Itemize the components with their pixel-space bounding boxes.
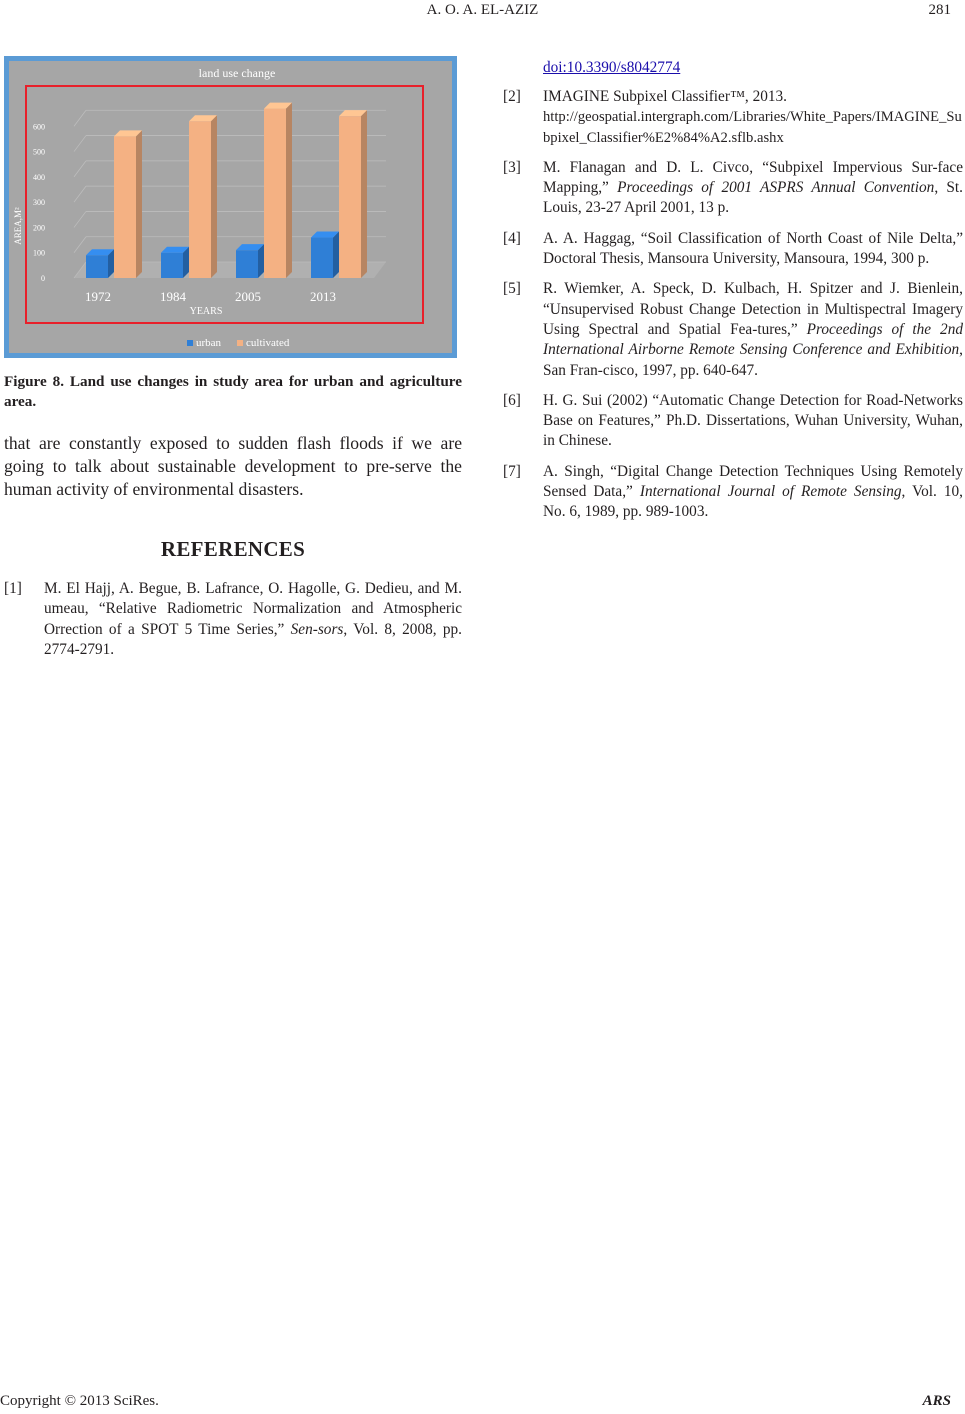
reference-text: M. Flanagan and D. L. Civco, “Subpixel Impervious Sur-face Mapping,” <box>543 158 963 197</box>
reference-tail: , Vol. 10, No. 6, 1989, pp. 989-1003. <box>543 483 964 521</box>
bar-urban-2013 <box>311 232 339 278</box>
bar-cultivated-2005-side <box>286 103 292 278</box>
reference-url: http://geospatial.intergraph.com/Libraries/White_Papers/IMAGINE_Subpixel_Classifier%E2%84%A2.sflb.ashx <box>543 109 962 146</box>
bar-cultivated-1984 <box>189 115 217 278</box>
bar-urban-2005-front <box>236 250 258 278</box>
reference-2 <box>503 87 963 148</box>
bar-cultivated-2013 <box>339 110 367 278</box>
footer-journal-abbrev: ARS <box>922 1393 951 1409</box>
reference-5 <box>503 279 963 380</box>
reference-text: M. El Hajj, A. Begue, B. Lafrance, O. Hagolle, G. Dedieu, and M. umeau, “Relative Radiometric Normalization and Atmospheric Orrection of a SPOT 5 Time Series,” <box>44 580 462 638</box>
running-header-author: A. O. A. EL-AZIZ <box>426 2 539 18</box>
reference-text: A. Singh, “Digital Change Detection Techniques Using Remotely Sensed Data,” <box>543 462 963 501</box>
y-tick-label: 400 <box>33 172 45 182</box>
bar-cultivated-2005-front <box>264 109 286 278</box>
reference-tail: , St. Louis, 23-27 April 2001, 13 p. <box>543 179 963 217</box>
references-heading: REFERENCES <box>160 537 306 561</box>
x-axis-label: YEARS <box>189 306 223 317</box>
bar-urban-2013-front <box>311 238 333 278</box>
page-number: 281 <box>928 2 951 18</box>
y-tick-label: 100 <box>33 248 45 258</box>
reference-number: [7] <box>503 462 521 480</box>
reference-7 <box>503 462 963 523</box>
bar-cultivated-2005 <box>264 103 292 278</box>
bar-cultivated-1972 <box>114 130 142 278</box>
bar-urban-1984-front <box>161 253 183 278</box>
bar-cultivated-1984-front <box>189 121 211 278</box>
reference-4 <box>503 229 963 270</box>
reference-tail: , Vol. 8, 2008, pp. 2774-2791. <box>44 620 463 658</box>
reference-text: A. A. Haggag, “Soil Classification of North Coast of Nile Delta,” Doctoral Thesis, Mansoura University, Mansoura, 1994, 300 p. <box>543 229 963 268</box>
reference-number: [2] <box>503 88 521 105</box>
reference-journal: Proceedings of 2001 ASPRS Annual Convention <box>617 179 935 197</box>
right-column <box>503 58 963 523</box>
y-tick-label: 500 <box>33 147 45 157</box>
bar-cultivated-2013-side <box>361 110 367 278</box>
bar-urban-2013-side <box>333 232 339 278</box>
y-axis-label: AREA,M² <box>13 207 23 245</box>
reference-number: [6] <box>503 391 521 409</box>
legend-label-urban: urban <box>196 337 222 349</box>
x-tick-label: 1984 <box>160 289 186 304</box>
land-use-chart-figure <box>4 56 457 358</box>
reference-number: [4] <box>503 229 521 247</box>
reference-3 <box>503 158 963 219</box>
left-column <box>4 56 462 660</box>
x-tick-label: 2005 <box>235 289 261 304</box>
y-tick-label: 0 <box>41 274 45 283</box>
reference-number: [1] <box>4 580 22 597</box>
bar-urban-1972-front <box>86 255 108 278</box>
bar-urban-1984 <box>161 247 189 278</box>
reference-number: [5] <box>503 280 521 298</box>
chart-title: land use change <box>198 66 276 80</box>
footer-copyright: Copyright © 2013 SciRes. <box>0 1393 159 1409</box>
y-tick-label: 600 <box>33 122 45 132</box>
reference-1-doi-link[interactable]: doi:10.3390/s8042774 <box>543 59 681 76</box>
figure-caption: Figure 8. Land use changes in study area for urban and agriculture area. <box>4 373 462 410</box>
body-paragraph: that are constantly exposed to sudden flash floods if we are going to talk about sustainable development to pre-serve the human activity of environmental disasters. <box>4 433 462 499</box>
bar-cultivated-2013-front <box>339 116 361 278</box>
reference-journal: Proceedings of the 2nd International Airborne Remote Sensing Conference and Exhibition <box>543 320 963 359</box>
y-tick-label: 200 <box>33 223 45 233</box>
land-use-chart <box>4 56 457 358</box>
reference-number: [3] <box>503 158 521 176</box>
legend-label-cultivated: cultivated <box>246 337 290 349</box>
reference-text: IMAGINE Subpixel Classifier™, 2013. <box>543 88 787 105</box>
x-tick-label: 2013 <box>310 289 336 304</box>
legend-swatch-cultivated <box>237 340 243 346</box>
reference-journal: International Journal of Remote Sensing <box>639 483 902 501</box>
bar-cultivated-1972-front <box>114 136 136 278</box>
bar-cultivated-1972-side <box>136 130 142 278</box>
bar-cultivated-1984-side <box>211 115 217 278</box>
y-tick-label: 300 <box>33 198 45 208</box>
reference-tail: , San Fran-cisco, 1997, pp. 640-647. <box>543 341 963 379</box>
legend-swatch-urban <box>187 340 193 346</box>
chart-background <box>9 61 452 353</box>
reference-1 <box>4 579 462 660</box>
reference-journal: Sen-sors <box>290 620 344 638</box>
reference-text: R. Wiemker, A. Speck, D. Kulbach, H. Spitzer and J. Bienlein, “Unsupervised Robust Change Detection in Multispectral Imagery Using Spectral and Spatial Fea-tures,” <box>543 280 963 338</box>
reference-6 <box>503 391 963 452</box>
bar-urban-1972 <box>86 249 114 278</box>
x-tick-label: 1972 <box>85 289 111 304</box>
bar-urban-2005 <box>236 244 264 278</box>
reference-text: H. G. Sui (2002) “Automatic Change Detection for Road-Networks Base on Features,” Ph.D. Dissertations, Wuhan University, Wuhan, in Chinese. <box>543 391 963 450</box>
